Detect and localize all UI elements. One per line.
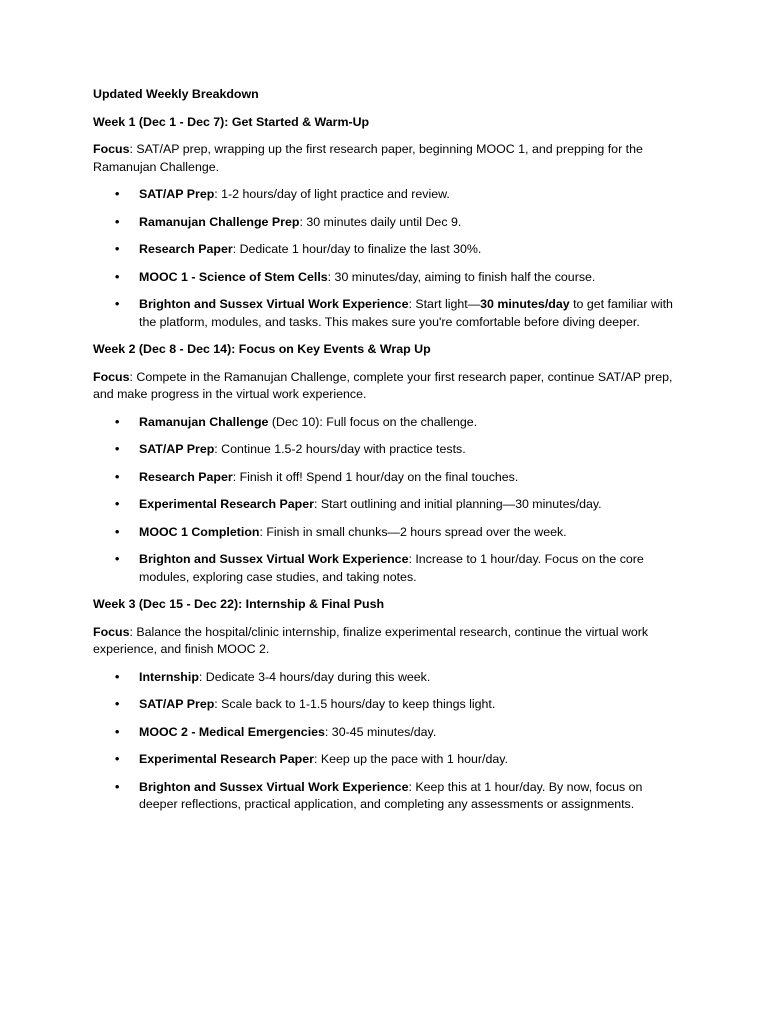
list-item xyxy=(93,669,673,687)
item-text: : Start outlining and initial planning—30 minutes/day. xyxy=(313,497,602,511)
list-item xyxy=(93,241,673,259)
item-text: : Dedicate 3-4 hours/day during this week. xyxy=(198,669,431,684)
bullet-icon: • xyxy=(115,469,120,484)
weeks-container xyxy=(93,114,673,814)
item-text: : Start light— xyxy=(408,297,481,311)
item-text: : Keep this at 1 hour/day. By now, focus on deeper reflections, practical application, and completing any assessments or assignments. xyxy=(139,779,643,811)
bullet-icon: • xyxy=(115,442,120,456)
focus-text: : Compete in the Ramanujan Challenge, complete your first research paper, continue SAT/AP prep, and make progress in the virtual work experience. xyxy=(93,369,673,401)
item-label: Research Paper xyxy=(139,469,233,484)
week-heading: Week 3 (Dec 15 - Dec 22): Internship & Final Push xyxy=(93,597,385,611)
bullet-icon: • xyxy=(115,187,120,201)
bullet-icon: • xyxy=(115,752,120,766)
document-page xyxy=(93,86,673,824)
item-label: MOOC 2 - Medical Emergencies xyxy=(139,724,325,739)
focus-label: Focus xyxy=(93,369,130,384)
item-text: to get familiar with the platform, modules, and tasks. This makes sure you're comfortable before diving deeper. xyxy=(139,297,673,329)
week-heading: Week 2 (Dec 8 - Dec 14): Focus on Key Events & Wrap Up xyxy=(93,342,431,356)
item-text: (Dec 10): Full focus on the challenge. xyxy=(268,414,478,429)
bullet-icon: • xyxy=(115,669,120,684)
focus-label: Focus xyxy=(93,142,130,156)
list-item xyxy=(93,524,673,542)
list-item xyxy=(93,751,673,769)
list-item xyxy=(93,441,673,459)
task-list xyxy=(93,414,673,587)
item-text: : 30-45 minutes/day. xyxy=(324,724,437,739)
bullet-icon: • xyxy=(115,497,120,511)
document-title: Updated Weekly Breakdown xyxy=(93,87,259,101)
item-label: MOOC 1 Completion xyxy=(139,524,260,539)
bullet-icon: • xyxy=(115,414,120,429)
item-text: : Continue 1.5-2 hours/day with practice tests. xyxy=(214,442,466,456)
bullet-icon: • xyxy=(115,779,120,794)
week-focus xyxy=(93,141,673,176)
bullet-icon: • xyxy=(115,297,120,311)
bullet-icon: • xyxy=(115,552,120,566)
task-list xyxy=(93,186,673,331)
focus-text: : SAT/AP prep, wrapping up the first research paper, beginning MOOC 1, and prepping for the Ramanujan Challenge. xyxy=(93,142,643,174)
list-item xyxy=(93,724,673,742)
week-focus xyxy=(93,369,673,404)
item-text: : Scale back to 1-1.5 hours/day to keep things light. xyxy=(214,697,496,711)
item-text: : 30 minutes daily until Dec 9. xyxy=(299,214,462,229)
item-text: : Keep up the pace with 1 hour/day. xyxy=(313,752,508,766)
item-label: Ramanujan Challenge xyxy=(139,414,269,429)
bullet-icon: • xyxy=(115,524,120,539)
item-label: Research Paper xyxy=(139,242,233,256)
item-label: Brighton and Sussex Virtual Work Experience xyxy=(139,297,409,311)
item-label: SAT/AP Prep xyxy=(139,187,215,201)
bullet-icon: • xyxy=(115,269,120,284)
list-item xyxy=(93,269,673,287)
item-text: : Finish it off! Spend 1 hour/day on the final touches. xyxy=(232,469,519,484)
item-label: Brighton and Sussex Virtual Work Experience xyxy=(139,779,409,794)
item-text: : 30 minutes/day, aiming to finish half the course. xyxy=(327,269,596,284)
bullet-icon: • xyxy=(115,214,120,229)
week-focus xyxy=(93,624,673,659)
item-text: : Finish in small chunks—2 hours spread over the week. xyxy=(259,524,567,539)
bullet-icon: • xyxy=(115,242,120,256)
item-label: SAT/AP Prep xyxy=(139,442,215,456)
item-label: Internship xyxy=(139,669,199,684)
focus-text: : Balance the hospital/clinic internship, finalize experimental research, continue the virtual work experience, and finish MOOC 2. xyxy=(93,624,649,656)
item-label: Ramanujan Challenge Prep xyxy=(139,214,300,229)
item-label: SAT/AP Prep xyxy=(139,697,215,711)
list-item xyxy=(93,296,673,331)
list-item xyxy=(93,186,673,204)
item-text: : Dedicate 1 hour/day to finalize the last 30%. xyxy=(232,242,482,256)
bullet-icon: • xyxy=(115,724,120,739)
list-item xyxy=(93,496,673,514)
week-heading: Week 1 (Dec 1 - Dec 7): Get Started & Warm-Up xyxy=(93,114,370,129)
item-label: Experimental Research Paper xyxy=(139,752,314,766)
focus-label: Focus xyxy=(93,624,130,639)
item-text: : Increase to 1 hour/day. Focus on the core modules, exploring case studies, and taking notes. xyxy=(139,552,644,584)
item-label: 30 minutes/day xyxy=(480,297,570,311)
item-label: Experimental Research Paper xyxy=(139,497,314,511)
list-item xyxy=(93,414,673,432)
item-label: Brighton and Sussex Virtual Work Experience xyxy=(139,552,409,566)
list-item xyxy=(93,214,673,232)
list-item xyxy=(93,469,673,487)
item-label: MOOC 1 - Science of Stem Cells xyxy=(139,269,328,284)
list-item xyxy=(93,696,673,714)
task-list xyxy=(93,669,673,814)
list-item xyxy=(93,551,673,586)
bullet-icon: • xyxy=(115,697,120,711)
list-item xyxy=(93,779,673,814)
item-text: : 1-2 hours/day of light practice and review. xyxy=(214,187,450,201)
